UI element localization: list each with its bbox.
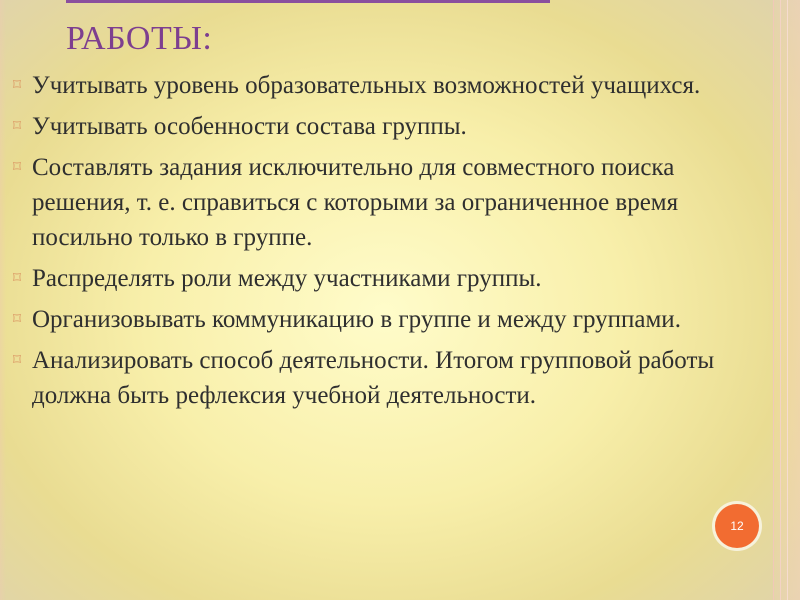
list-item <box>8 150 778 255</box>
bullet-text: Учитывать уровень образовательных возможностей учащихся. <box>32 72 701 99</box>
list-item <box>8 343 778 413</box>
list-item <box>8 261 778 296</box>
page-number-badge: 12 <box>715 504 759 548</box>
list-item <box>8 109 778 144</box>
bullet-list <box>8 68 778 419</box>
hollow-arrow-bullet-icon: ⌑ <box>12 159 22 176</box>
hollow-arrow-bullet-icon: ⌑ <box>12 311 22 328</box>
hollow-arrow-bullet-icon: ⌑ <box>12 352 22 369</box>
bullet-text: Составлять задания исключительно для совместного поиска решения, т. е. справиться с которыми за ограниченное время посильно только в группе. <box>32 154 679 251</box>
bullet-text: Анализировать способ деятельности. Итогом групповой работы должна быть рефлексия учебной деятельности. <box>32 347 715 409</box>
list-item <box>8 302 778 337</box>
bullet-text: Учитывать особенности состава группы. <box>32 113 467 140</box>
title-underline <box>66 0 550 3</box>
slide-title: РАБОТЫ: <box>66 20 213 57</box>
left-border-decoration <box>0 0 6 600</box>
hollow-arrow-bullet-icon: ⌑ <box>12 270 22 287</box>
bullet-text: Организовывать коммуникацию в группе и между группами. <box>32 306 681 333</box>
hollow-arrow-bullet-icon: ⌑ <box>12 77 22 94</box>
hollow-arrow-bullet-icon: ⌑ <box>12 118 22 135</box>
list-item <box>8 68 778 103</box>
bullet-text: Распределять роли между участниками группы. <box>32 265 542 292</box>
